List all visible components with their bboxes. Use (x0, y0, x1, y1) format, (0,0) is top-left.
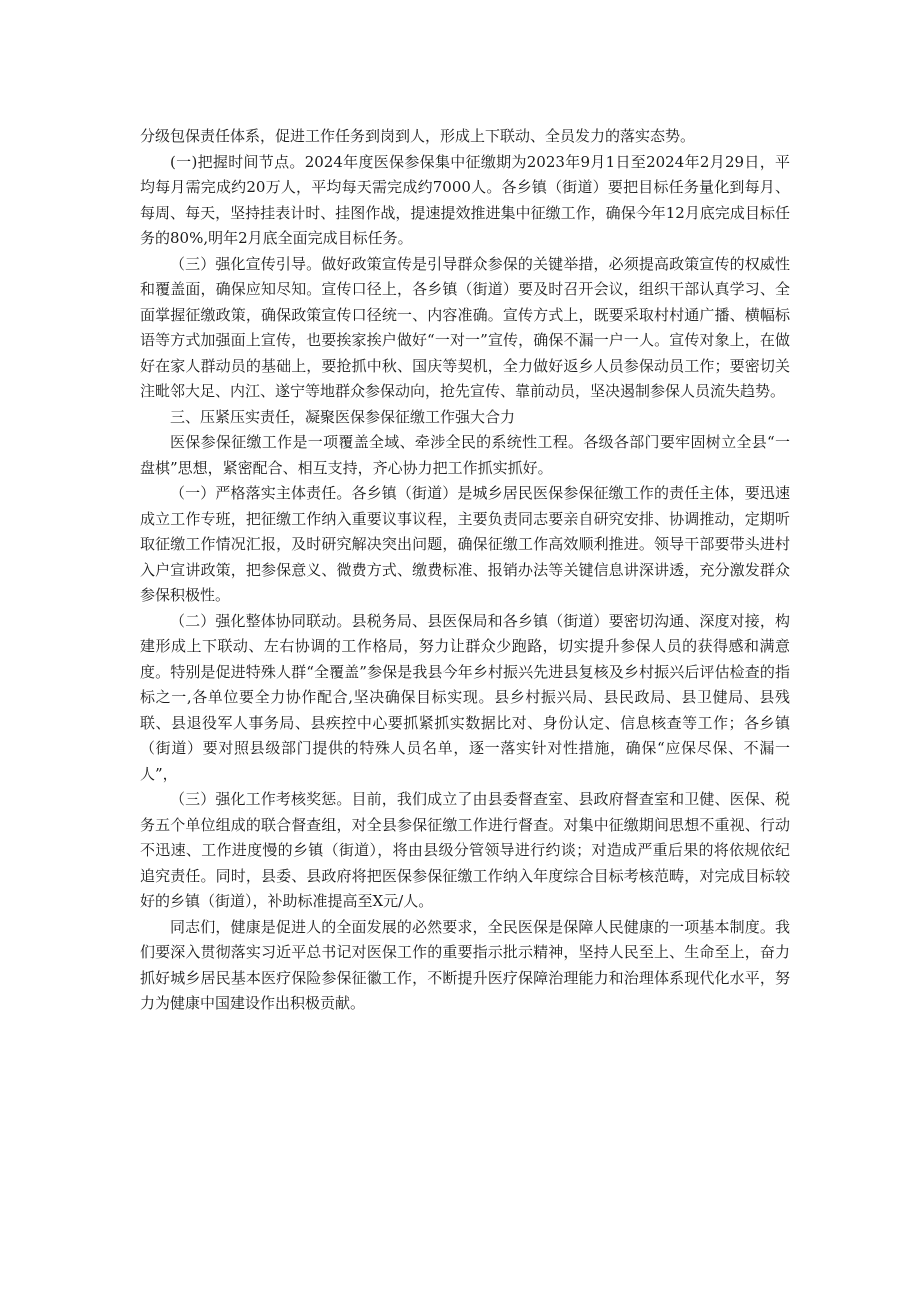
section-heading-responsibility: 三、压紧压实责任，凝聚医保参保征缴工作强大合力 (170, 407, 516, 426)
document-body (140, 124, 790, 1017)
paragraph-conclusion: 同志们，健康是促进人的全面发展的必然要求，全民医保是保障人民健康的一项基本制度。我们要深入贯彻落实习近平总书记对医保工作的重要指示批示精神，坚持人民至上、生命至上，奋力抓好城乡居民基本医疗保险参保征徽工作，不断提升医疗保障治理能力和治理体系现代化水平，努力为健康中国建设作出积极贡献。 (140, 917, 790, 1012)
paragraph-main-responsibility: （一）严格落实主体责任。各乡镇（街道）是城乡居民医保参保征缴工作的责任主体，要迅速成立工作专班，把征缴工作纳入重要议事议程，主要负责同志要亲自研究安排、协调推动，定期听取征缴工作情况汇报，及时研究解决突出问题，确保征缴工作高效顺利推进。领导干部要带头进村入户宣讲政策，把参保意义、微费方式、缴费标准、报销办法等关键信息讲深讲透，充分激发群众参保积极性。 (140, 484, 790, 604)
paragraph-publicity: （三）强化宣传引导。做好政策宣传是引导群众参保的关键举措，必须提高政策宣传的权威性和覆盖面，确保应知尽知。宣传口径上，各乡镇（街道）要及时召开会议，组织干部认真学习、全面掌握征缴政策，确保政策宣传口径统一、内容准确。宣传方式上，既要采取村村通广播、横幅标语等方式加强面上宣传，也要挨家挨户做好“一对一”宣传，确保不漏一户一人。宣传对象上，在做好在家人群动员的基础上，要抢抓中秋、国庆等契机，全力做好返乡人员参保动员工作；要密切关注毗邻大足、内江、遂宁等地群众参保动向，抢先宣传、靠前动员，坚决遏制参保人员流失趋势。 (140, 254, 790, 400)
paragraph-time-nodes: (一)把握时间节点。2024年度医保参保集中征缴期为2023年9月1日至2024年2月29日，平均每月需完成约20万人，平均每天需完成约7000人。各乡镇（街道）要把目标任务量化到每月、每周、每天，坚持挂表计时、挂图作战，提速提效推进集中征缴工作，确保今年12月底完成目标任务的80%,明年2月底全面完成目标任务。 (140, 152, 790, 247)
paragraph-assessment: （三）强化工作考核奖惩。目前，我们成立了由县委督查室、县政府督查室和卫健、医保、税务五个单位组成的联合督查组，对全县参保征缴工作进行督查。对集中征缴期间思想不重视、行动不迅速、工作进度慢的乡镇（街道），将由县级分管领导进行约谈；对造成严重后果的将依规依纪追究责任。同时，县委、县政府将把医保参保征缴工作纳入年度综合目标考核范畴，对完成目标较好的乡镇（街道），补助标准提高至X元/人。 (140, 790, 790, 910)
paragraph-coordination: （二）强化整体协同联动。县税务局、县医保局和各乡镇（街道）要密切沟通、深度对接，构建形成上下联动、左右协调的工作格局，努力让群众少跑路，切实提升参保人员的获得感和满意度。特别是促进特殊人群“全覆盖”参保是我县今年乡村振兴先进县复核及乡村振兴后评估检查的指标之一,各单位要全力协作配合,坚决确保目标实现。县乡村振兴局、县民政局、县卫健局、县残联、县退役军人事务局、县疾控中心要抓紧抓实数据比对、身份认定、信息核查等工作；各乡镇（街道）要对照县级部门提供的特殊人员名单，逐一落实针对性措施，确保“应保尽保、不漏一人”， (140, 611, 790, 783)
paragraph-system-project: 医保参保征缴工作是一项覆盖全域、牵涉全民的系统性工程。各级各部门要牢固树立全县“一盘棋”思想，紧密配合、相互支持，齐心协力把工作抓实抓好。 (140, 433, 790, 477)
paragraph-continuation: 分级包保责任体系，促进工作任务到岗到人，形成上下联动、全员发力的落实态势。 (140, 127, 696, 145)
